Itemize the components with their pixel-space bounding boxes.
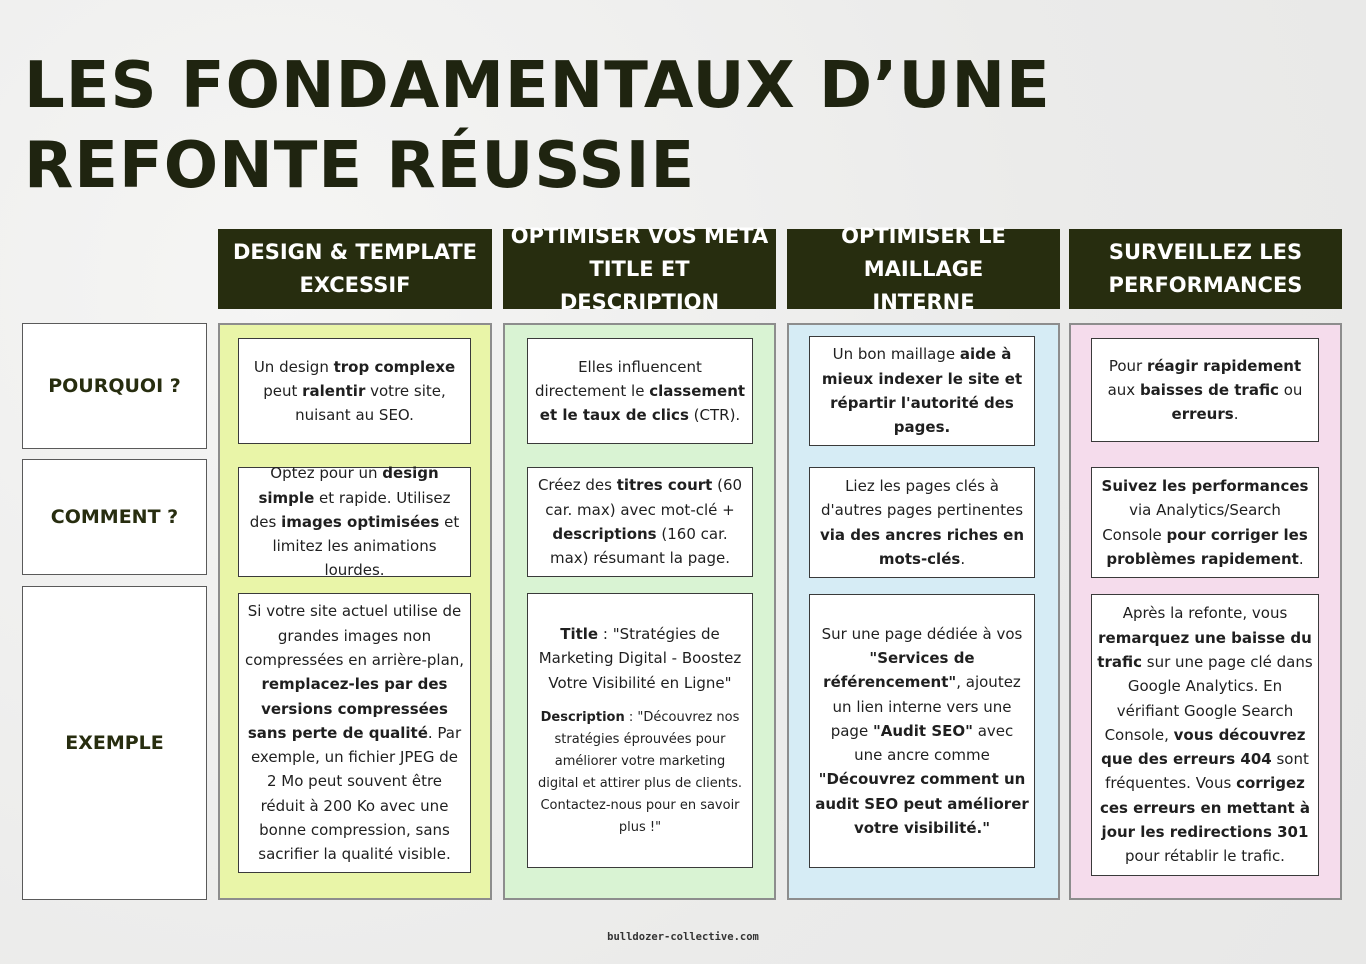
- column-header-maillage: [787, 223, 1060, 314]
- column-header-line1: SURVEILLEZ LES: [1108, 240, 1303, 264]
- column-header-line1: DESIGN & TEMPLATE: [232, 240, 478, 264]
- page-title-line1: LES FONDAMENTAUX D’UNE: [24, 49, 1051, 123]
- column-header-meta: [503, 223, 776, 314]
- cell-text: Après la refonte, vous remarquez une baisse du trafic sur une page clé dans Google Analytics. En vérifiant Google Search Console, vous découvrez que des erreurs 404 sont fréquentes. Vous corrigez ces erreurs en mettant à jour les redirections 301 pour rétablir le trafic.: [1097, 604, 1313, 866]
- cell-text: Pour réagir rapidement aux baisses de trafic ou erreurs.: [1107, 356, 1303, 424]
- cell-text: Suivez les performances via Analytics/Search Console pour corriger les problèmes rapidement.: [1101, 476, 1309, 568]
- row-label-comment: [22, 459, 207, 575]
- footer-url: bulldozer-collective.com: [607, 931, 759, 943]
- cell-text: Créez des titres court (60 car. max) avec mot-clé + descriptions (160 car. max) résumant la page.: [537, 476, 743, 568]
- cell-text-description: Description : "Découvrez nos stratégies éprouvées pour améliorer votre marketing digital et attirer plus de clients. Contactez-nous pour en savoir plus !": [537, 709, 743, 835]
- cell-text: Un bon maillage aide à mieux indexer le site et répartir l'autorité des pages.: [821, 345, 1023, 437]
- cell-maillage-comment: [809, 467, 1035, 578]
- cell-text: Un design trop complexe peut ralentir votre site, nuisant au SEO.: [253, 357, 456, 425]
- cell-design-comment: [238, 464, 471, 580]
- column-header-line1: OPTIMISER LE MAILLAGE: [841, 223, 1006, 281]
- cell-text-title: Title : "Stratégies de Marketing Digital - Boostez Votre Visibilité en Ligne": [538, 625, 742, 692]
- column-header-performances: [1069, 229, 1342, 309]
- column-header-line2: TITLE ET DESCRIPTION: [559, 256, 720, 314]
- cell-text: Optez pour un design simple et rapide. Utilisez des images optimisées et limitez les animations lourdes.: [249, 464, 460, 580]
- cell-meta-comment: [527, 467, 753, 577]
- cell-performances-exemple: [1091, 594, 1319, 876]
- column-header-design: [218, 229, 492, 309]
- row-label-text: POURQUOI ?: [48, 375, 181, 397]
- cell-performances-pourquoi: [1091, 338, 1319, 442]
- cell-meta-pourquoi: [527, 338, 753, 444]
- cell-design-pourquoi: [238, 338, 471, 444]
- page-title-line2: REFONTE RÉUSSIE: [24, 129, 696, 203]
- cell-text: Liez les pages clés à d'autres pages pertinentes via des ancres riches en mots-clés.: [819, 476, 1025, 568]
- cell-performances-comment: [1091, 467, 1319, 578]
- row-label-text: EXEMPLE: [65, 732, 164, 754]
- cell-text: Sur une page dédiée à vos "Services de référencement", ajoutez un lien interne vers une page "Audit SEO" avec une ancre comme "Découvrez comment un audit SEO peut améliorer votre visibilité.": [815, 624, 1029, 838]
- page-title: [24, 46, 1224, 206]
- column-header-line1: OPTIMISER VOS META: [510, 223, 769, 248]
- cell-text: Elles influencent directement le classement et le taux de clics (CTR).: [534, 357, 746, 425]
- cell-design-exemple: [238, 593, 471, 873]
- row-label-pourquoi: [22, 323, 207, 449]
- row-label-exemple: [22, 586, 207, 900]
- column-header-line2: EXCESSIF: [299, 273, 411, 297]
- cell-maillage-exemple: [809, 594, 1035, 868]
- cell-text: Si votre site actuel utilise de grandes images non compressées en arrière-plan, remplacez-les par des versions compressées sans perte de qualité. Par exemple, un fichier JPEG de 2 Mo peut souvent être réduit à 200 Ko avec une bonne compression, sans sacrifier la qualité visible.: [244, 602, 465, 864]
- row-label-text: COMMENT ?: [50, 506, 179, 528]
- column-header-line2: PERFORMANCES: [1108, 273, 1303, 297]
- cell-maillage-pourquoi: [809, 336, 1035, 446]
- cell-meta-exemple: [527, 593, 753, 868]
- column-header-line2: INTERNE: [872, 289, 975, 314]
